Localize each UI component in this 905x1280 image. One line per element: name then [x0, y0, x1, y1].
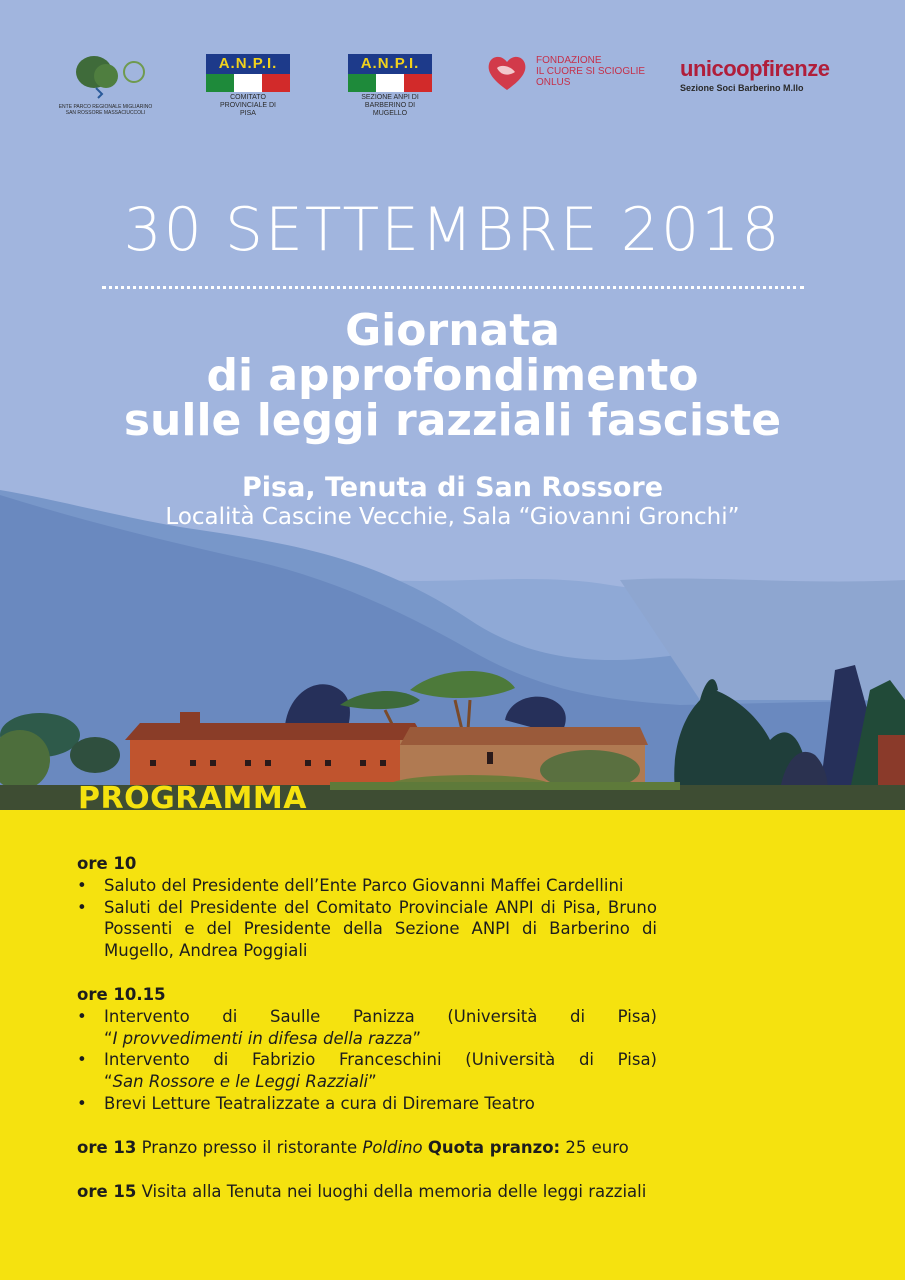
- list-item: • Saluti del Presidente del Comitato Provinciale ANPI di Pisa, Bruno Possenti e del Presidente della Sezione ANPI di Barberino di Mugello, Andrea Poggiali: [77, 897, 657, 962]
- dotted-divider: [102, 286, 804, 289]
- program-slot: [77, 1137, 657, 1159]
- program-list: [77, 853, 657, 1224]
- list-item: • Brevi Letture Teatralizzate a cura di Diremare Teatro: [77, 1093, 657, 1115]
- parco-caption: ENTE PARCO REGIONALE MIGLIARINO SAN ROSSORE MASSACIUCCOLI: [58, 104, 153, 116]
- anpi-pisa-name: A.N.P.I.: [218, 55, 278, 72]
- slot-time: ore 15: [77, 1181, 137, 1201]
- program-slot: [77, 984, 657, 1115]
- slot-text: Visita alla Tenuta nei luoghi della memoria delle leggi razziali: [141, 1181, 647, 1201]
- parco-logo: [58, 50, 153, 116]
- list-item: [77, 1049, 657, 1071]
- fondazione-line1: FONDAZIONE: [536, 55, 602, 66]
- anpi-barberino-logo: [346, 54, 434, 118]
- price-label: Quota pranzo:: [427, 1137, 561, 1157]
- location-venue: Pisa, Tenuta di San Rossore: [241, 472, 664, 503]
- title-line1: Giornata: [345, 305, 560, 356]
- list-item-continuation: “San Rossore e le Leggi Razziali”: [104, 1072, 377, 1092]
- fondazione-line3: ONLUS: [536, 77, 571, 88]
- anpi-badge: [206, 54, 290, 92]
- anpi-pisa-caption: COMITATO PROVINCIALE DI PISA: [219, 94, 276, 117]
- anpi-barberino-name: A.N.P.I.: [360, 55, 420, 72]
- talk-text: Intervento di Saulle Panizza (Università di Pisa): [104, 1006, 657, 1026]
- italian-flag-icon: [348, 74, 432, 92]
- title-line2: di approfondimento: [206, 350, 699, 401]
- slot-text: Pranzo presso il ristorante: [141, 1137, 358, 1157]
- anpi-pisa-logo: [204, 54, 292, 118]
- talk-title: I provvedimenti in difesa della razza: [112, 1028, 413, 1048]
- slot-time: ore 10.15: [77, 984, 166, 1004]
- tree-logo-icon: [66, 50, 146, 100]
- program-slot: [77, 1181, 657, 1203]
- italian-flag-icon: [206, 74, 290, 92]
- program-heading: PROGRAMMA: [78, 781, 307, 816]
- unicoop-subtitle: Sezione Soci Barberino M.llo: [680, 83, 804, 93]
- program-slot: [77, 853, 657, 962]
- fondazione-text: [536, 55, 656, 88]
- event-date: 30 SETTEMBRE 2018: [123, 195, 782, 265]
- location-room: Località Cascine Vecchie, Sala “Giovanni Gronchi”: [165, 504, 740, 530]
- heart-icon: [485, 50, 529, 94]
- anpi-barberino-caption: SEZIONE ANPI DI BARBERINO DI MUGELLO: [361, 94, 419, 117]
- unicoop-name: unicoopfirenze: [680, 56, 830, 81]
- unicoop-logo: [680, 56, 860, 93]
- fondazione-heart-logo: [482, 50, 532, 98]
- title-line3: sulle leggi razziali fasciste: [123, 395, 782, 446]
- restaurant-name: Poldino: [362, 1137, 423, 1157]
- event-title: [0, 305, 905, 446]
- price-value: 25 euro: [565, 1137, 629, 1157]
- slot-time: ore 10: [77, 854, 137, 873]
- slot-items: [77, 1006, 657, 1115]
- fondazione-line2: IL CUORE SI SCIOGLIE: [536, 66, 646, 77]
- talk-title: San Rossore e le Leggi Razziali: [112, 1072, 369, 1092]
- list-item: • Saluto del Presidente dell’Ente Parco Giovanni Maffei Cardellini: [77, 875, 657, 897]
- anpi-badge: [348, 54, 432, 92]
- talk-text: Intervento di Fabrizio Franceschini (Università di Pisa): [104, 1050, 657, 1070]
- slot-time: ore 13: [77, 1137, 137, 1157]
- list-item: [77, 1006, 657, 1028]
- list-item-continuation: “I provvedimenti in difesa della razza”: [104, 1028, 422, 1048]
- slot-items: [77, 875, 657, 962]
